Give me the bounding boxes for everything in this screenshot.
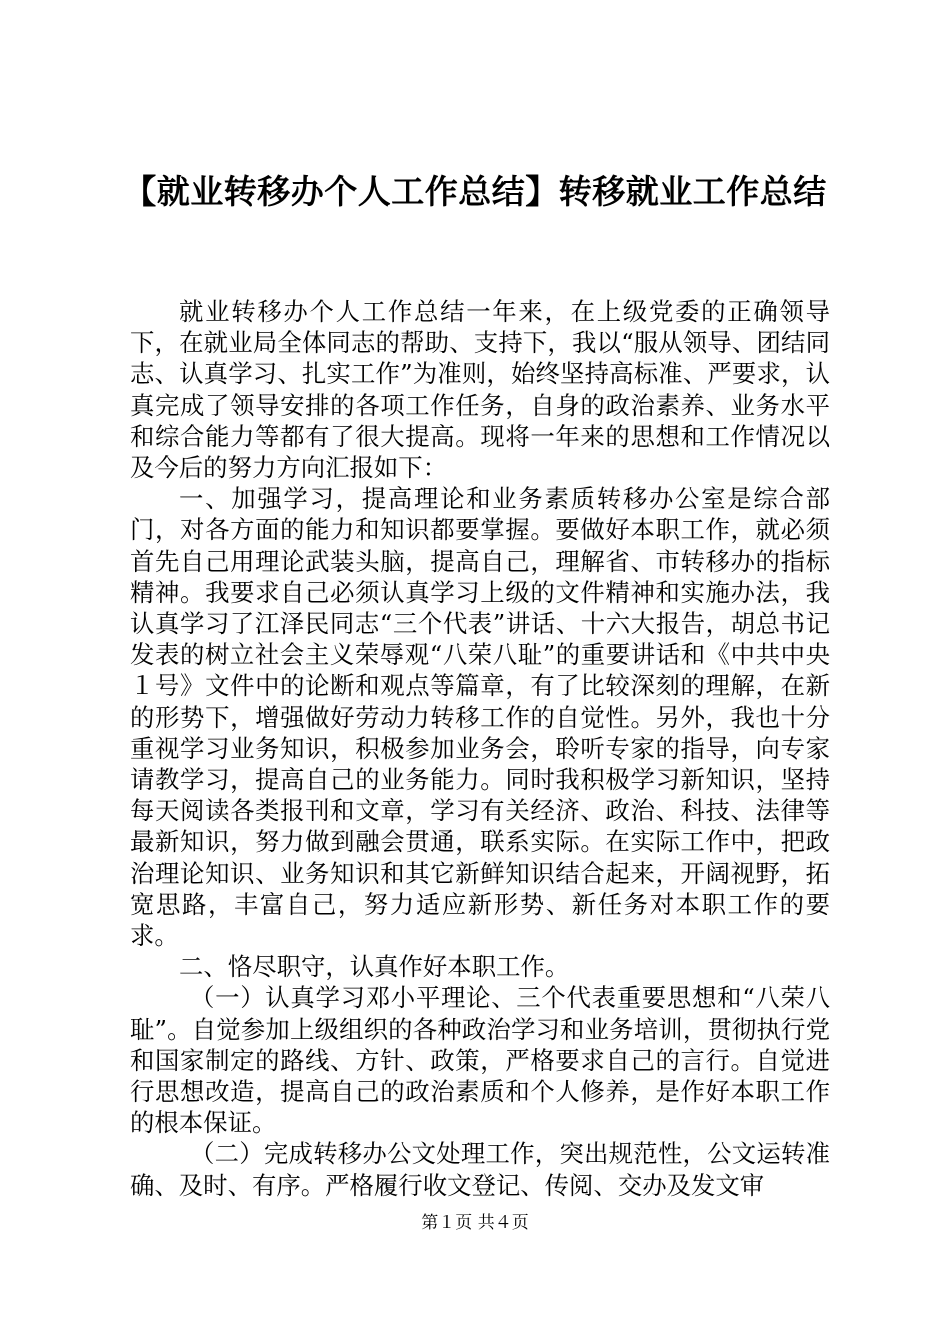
paragraph-intro: 就业转移办个人工作总结一年来，在上级党委的正确领导下，在就业局全体同志的帮助、支持下，我以“服从领导、团结同志、认真学习、扎实工作”为准则，始终坚持高标准、严要求，认真完成了领导安排的各项工作任务，自身的政治素养、业务水平和综合能力等都有了很大提高。现将一年来的思想和工作情况以及今后的努力方向汇报如下： xyxy=(130,297,830,483)
page-number-footer: 第１页 共４页 xyxy=(421,1213,529,1233)
paragraph-section-2-item-2: （二）完成转移办公文处理工作，突出规范性，公文运转准确、及时、有序。严格履行收文登记、传阅、交办及发文审 xyxy=(130,1139,830,1200)
paragraph-section-1: 一、加强学习，提高理论和业务素质转移办公室是综合部门，对各方面的能力和知识都要掌握。要做好本职工作，就必须首先自己用理论武装头脑，提高自己，理解省、市转移办的指标精神。我要求自己必须认真学习上级的文件精神和实施办法，我认真学习了江泽民同志“三个代表”讲话、十六大报告，胡总书记发表的树立社会主义荣辱观“八荣八耻”的重要讲话和《中共中央１号》文件中的论断和观点等篇章，有了比较深刻的理解，在新的形势下，增强做好劳动力转移工作的自觉性。另外，我也十分重视学习业务知识，积极参加业务会，聆听专家的指导，向专家请教学习，提高自己的业务能力。同时我积极学习新知识，坚持每天阅读各类报刊和文章，学习有关经济、政治、科技、法律等最新知识，努力做到融会贯通，联系实际。在实际工作中，把政治理论知识、业务知识和其它新鲜知识结合起来，开阔视野，拓宽思路，丰富自己，努力适应新形势、新任务对本职工作的要求。 xyxy=(130,484,830,951)
document-body xyxy=(130,296,830,1201)
paragraph-section-2-item-1: （一）认真学习邓小平理论、三个代表重要思想和“八荣八耻”。自觉参加上级组织的各种政治学习和业务培训，贯彻执行党和国家制定的路线、方针、政策，严格要求自己的言行。自觉进行思想改造，提高自己的政治素质和个人修养，是作好本职工作的根本保证。 xyxy=(130,983,830,1138)
paragraph-section-2-heading: 二、恪尽职守，认真作好本职工作。 xyxy=(179,952,570,982)
document-title: 【就业转移办个人工作总结】转移就业工作总结 xyxy=(123,172,827,211)
